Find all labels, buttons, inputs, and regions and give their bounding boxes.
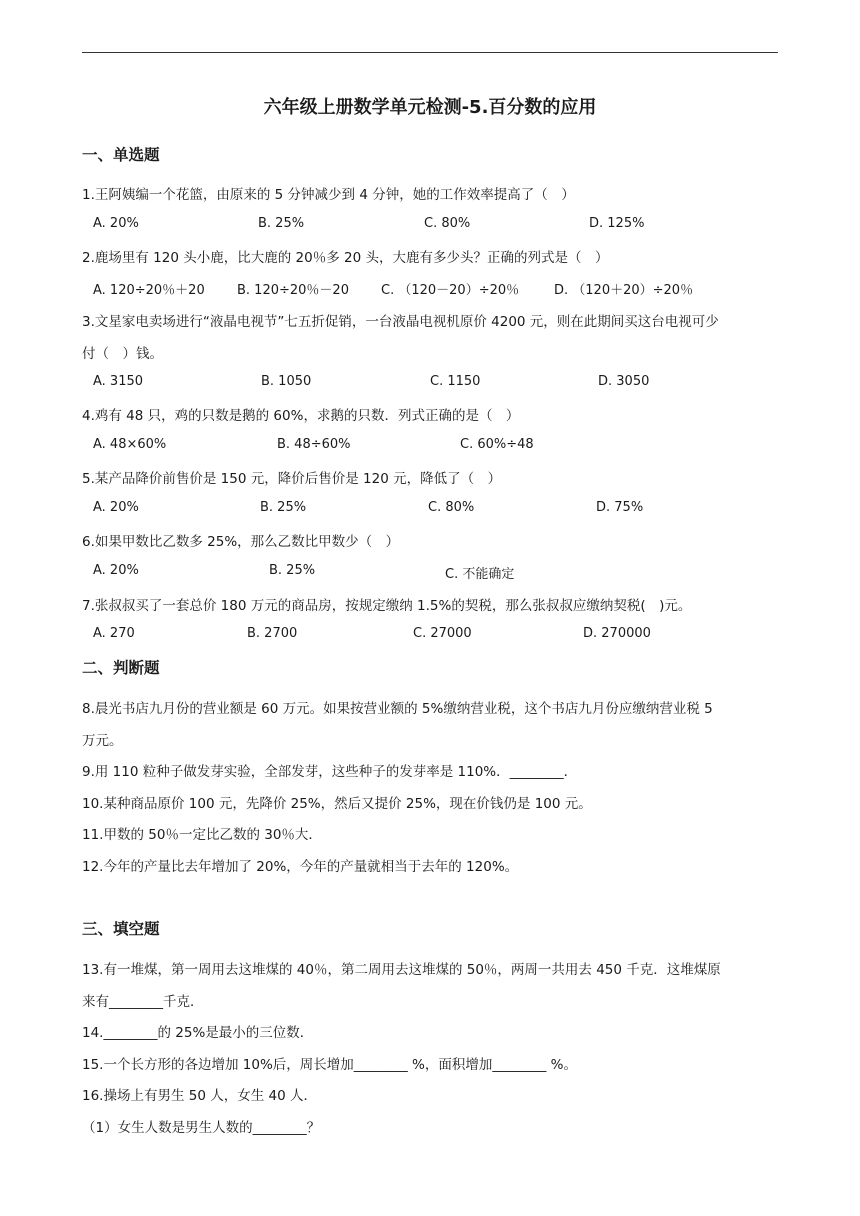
q2-option-b: B. 120÷20％－20 [237,283,349,298]
q4-option-c: C. 60%÷48 [460,437,534,452]
q2-option-a: A. 120÷20％＋20 [93,283,205,298]
q2-option-c: C. （120－20）÷20％ [381,283,520,298]
page-title: 六年级上册数学单元检测-5.百分数的应用 [263,97,597,118]
question-10: 10.某种商品原价 100 元，先降价 25%，然后又提价 25%，现在价钱仍是 100 元。 [82,796,592,812]
q1-option-a: A. 20% [93,216,139,231]
question-11: 11.甲数的 50％一定比乙数的 30％大． [82,827,322,843]
q5-option-a: A. 20% [93,500,139,515]
q6-option-c: C. 不能确定 [445,567,515,582]
question-13-line-1: 13.有一堆煤，第一周用去这堆煤的 40％，第二周用去这堆煤的 50％，两周一共用去 450 千克．这堆煤原 [82,962,721,978]
q2-option-d: D. （120＋20）÷20％ [554,283,694,298]
question-12: 12.今年的产量比去年增加了 20%，今年的产量就相当于去年的 120%。 [82,859,519,875]
question-2: 2.鹿场里有 120 头小鹿，比大鹿的 20％多 20 头，大鹿有多少头？正确的列式是（ ） [82,250,609,266]
question-8-line-2: 万元。 [82,733,123,749]
q1-option-d: D. 125% [589,216,645,231]
q6-option-b: B. 25% [269,563,316,578]
question-1: 1.王阿姨编一个花篮，由原来的 5 分钟减少到 4 分钟，她的工作效率提高了（ ） [82,187,575,203]
q7-option-c: C. 27000 [413,626,472,641]
q7-option-b: B. 2700 [247,626,298,641]
question-3-line-2: 付（ ）钱。 [82,346,163,362]
question-5: 5.某产品降价前售价是 150 元，降价后售价是 120 元，降低了（ ） [82,471,502,487]
q5-option-b: B. 25% [260,500,307,515]
q6-option-a: A. 20% [93,563,139,578]
q3-option-a: A. 3150 [93,374,144,389]
q1-option-b: B. 25% [258,216,305,231]
header-rule [82,52,778,53]
q7-option-a: A. 270 [93,626,135,641]
q3-option-b: B. 1050 [261,374,312,389]
question-15: 15.一个长方形的各边增加 10%后，周长增加________ %，面积增加________ %。 [82,1057,578,1073]
q7-option-d: D. 270000 [583,626,651,641]
question-7: 7.张叔叔买了一套总价 180 万元的商品房，按规定缴纳 1.5%的契税，那么张叔叔应缴纳契税( )元。 [82,598,692,614]
q5-option-c: C. 80% [428,500,475,515]
question-6: 6.如果甲数比乙数多 25%，那么乙数比甲数少（ ） [82,534,400,550]
question-13-line-2: 来有________千克． [82,994,204,1010]
question-9: 9.用 110 粒种子做发芽实验，全部发芽，这些种子的发芽率是 110%．________． [82,764,578,780]
q3-option-d: D. 3050 [598,374,650,389]
q1-option-c: C. 80% [424,216,471,231]
question-14: 14.________的 25%是最小的三位数． [82,1025,314,1041]
question-16-part-1: （1）女生人数是男生人数的________？ [82,1120,321,1136]
question-8-line-1: 8.晨光书店九月份的营业额是 60 万元。如果按营业额的 5%缴纳营业税，这个书店九月份应缴纳营业税 5 [82,701,713,717]
q4-option-b: B. 48÷60% [277,437,351,452]
section-heading-single-choice: 一、单选题 [82,146,160,164]
section-heading-fill-in: 三、填空题 [82,920,160,938]
question-16: 16.操场上有男生 50 人，女生 40 人． [82,1088,317,1104]
section-heading-true-false: 二、判断题 [82,659,160,677]
q4-option-a: A. 48×60% [93,437,167,452]
q3-option-c: C. 1150 [430,374,481,389]
question-4: 4.鸡有 48 只，鸡的只数是鹅的 60%，求鹅的只数．列式正确的是（ ） [82,408,520,424]
question-3-line-1: 3.文星家电卖场进行“液晶电视节”七五折促销，一台液晶电视机原价 4200 元，则在此期间买这台电视可少 [82,314,719,330]
q5-option-d: D. 75% [596,500,644,515]
